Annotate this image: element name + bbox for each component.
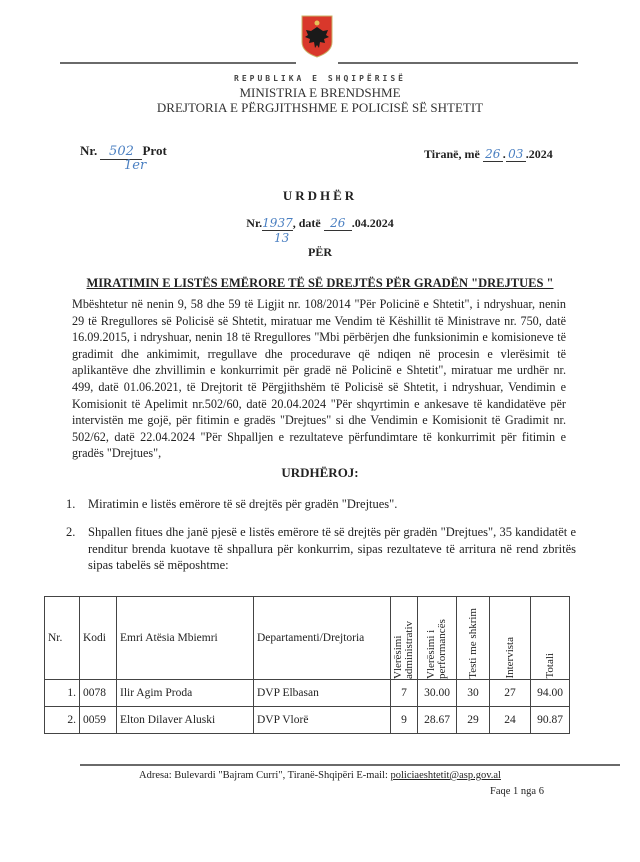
- cell-total: 94.00: [531, 680, 570, 707]
- header-interview-label: Intervista: [503, 637, 516, 679]
- cell-interview: 24: [490, 707, 531, 734]
- cell-performance-eval: 28.67: [418, 707, 457, 734]
- header-performance-eval-label: Vlerësimi i performancës: [425, 619, 448, 679]
- order-item-number: 2.: [66, 525, 76, 539]
- cell-department: DVP Vlorë: [254, 707, 391, 734]
- header-rule-right: [338, 62, 578, 64]
- albanian-eagle-emblem-icon: [300, 14, 334, 58]
- cell-total: 90.87: [531, 707, 570, 734]
- footer-address-text: Adresa: Bulevardi "Bajram Curri", Tiranë-Shqipëri E-mail:: [139, 770, 391, 781]
- protocol-prefix: Nr.: [80, 143, 98, 158]
- order-nr-prefix: Nr.: [246, 216, 263, 230]
- header-interview: [490, 597, 531, 680]
- cell-kodi: 0059: [80, 707, 117, 734]
- ministry-name: MINISTRIA E BRENDSHME: [239, 85, 401, 100]
- cell-kodi: 0078: [80, 680, 117, 707]
- date-year: .2024: [525, 147, 553, 161]
- header-written-test-label: Testi me shkrim: [466, 608, 479, 679]
- header-admin-eval-label: Vlerësimi administrativ: [392, 620, 415, 679]
- order-item-text: Shpallen fitues dhe janë pjesë e listës emërore të së drejtës për gradën "Drejtues", 35 kandidatët e renditur brenda kuotave të shpallura për konkurrim, sipas rezultateve të arritura në rend zbritës sipas tabelës së mëposhtme:: [88, 525, 576, 573]
- cell-name: Elton Dilaver Aluski: [117, 707, 254, 734]
- header-nr: Nr.: [45, 597, 80, 680]
- results-table: [44, 596, 570, 734]
- cell-admin-eval: 9: [391, 707, 418, 734]
- directorate-name: DREJTORIA E PËRGJITHSHME E POLICISË SË SHTETIT: [156, 100, 484, 115]
- order-nr-value: 1937: [262, 216, 293, 230]
- order-item-1: [66, 496, 397, 513]
- order-heading: URDHËR: [282, 188, 358, 203]
- order-item-number: 1.: [66, 497, 76, 511]
- table-row: [45, 707, 570, 734]
- header-total-label: Totali: [543, 653, 556, 679]
- orders-heading: URDHËROJ:: [281, 465, 359, 480]
- table-row: [45, 680, 570, 707]
- header-performance-eval: [418, 597, 457, 680]
- date-day: 26: [483, 147, 503, 162]
- footer-address: [0, 770, 640, 781]
- protocol-suffix: Prot: [142, 143, 167, 158]
- cell-written-test: 29: [457, 707, 490, 734]
- footer-rule: [80, 764, 620, 766]
- header-total: [531, 597, 570, 680]
- cell-written-test: 30: [457, 680, 490, 707]
- cell-nr: 2.: [45, 707, 80, 734]
- header-kodi: Kodi: [80, 597, 117, 680]
- cell-interview: 27: [490, 680, 531, 707]
- order-date-rest: .04.2024: [351, 216, 394, 230]
- cell-department: DVP Elbasan: [254, 680, 391, 707]
- protocol-handwritten-sub: 1er: [124, 158, 147, 173]
- header-written-test: [457, 597, 490, 680]
- header-rule-left: [60, 62, 296, 64]
- date-month: 03: [506, 147, 526, 162]
- footer-email-link[interactable]: policiaeshtetit@asp.gov.al: [390, 770, 501, 781]
- place-prefix: Tiranë, më: [424, 147, 480, 161]
- order-date-day: 26: [324, 216, 352, 231]
- order-per: PËR: [308, 245, 332, 259]
- order-nr-sub: 13: [274, 231, 290, 245]
- header-admin-eval: [391, 597, 418, 680]
- page-number: Faqe 1 nga 6: [490, 786, 544, 797]
- cell-admin-eval: 7: [391, 680, 418, 707]
- header-department: Departamenti/Drejtoria: [254, 597, 391, 680]
- republic-name: REPUBLIKA E SHQIPËRISË: [234, 74, 406, 83]
- order-item-text: Miratimin e listës emërore të së drejtës për gradën "Drejtues".: [88, 497, 398, 511]
- cell-nr: 1.: [45, 680, 80, 707]
- order-item-2: [66, 524, 576, 574]
- order-date-prefix: , datë: [292, 216, 321, 230]
- preamble-paragraph: Mbështetur në nenin 9, 58 dhe 59 të Ligjit nr. 108/2014 "Për Policinë e Shtetit", i ndryshuar, nenin 29 të Rregullores së Policisë së Shtetit, miratuar me Vendim të Këshillit të Ministrave nr. 750, datë 16.09.2015, i ndryshuar, nenin 18 të Rregullores "Mbi përbërjen dhe funksionimin e komisioneve të gradimit dhe ankimimit, rregullave dhe procedurave që ndiqen në procesin e vlerësimit të aplikantëve dhe zhvillimin e konkurrimit për gradë në Policinë e Shtetit", miratuar me urdhër nr. 499, datë 01.06.2021, të Drejtorit të Përgjithshëm të Policisë së Shtetit, i ndryshuar, Vendimin e Komisionit të Apelimit nr.502/60, datë 20.04.2024 "Për shqyrtimin e ankesave të kandidatëve për intervistën me gojë, për fitimin e gradës "Drejtues" si dhe Vendimin e Komisionit të Gradimit nr. 502/62, datë 22.04.2024 "Për Shpalljen e rezultateve përfundimtare të konkurrimit për fitimin e gradës "Drejtues",: [72, 297, 566, 461]
- header-name: Emri Atësia Mbiemri: [117, 597, 254, 680]
- place-date: Tiranë, më 26 . 03 .2024: [424, 147, 553, 161]
- cell-name: Ilir Agim Proda: [117, 680, 254, 707]
- document-title: MIRATIMIN E LISTËS EMËRORE TË SË DREJTËS PËR GRADËN "DREJTUES ": [86, 276, 554, 290]
- cell-performance-eval: 30.00: [418, 680, 457, 707]
- protocol-handwritten-number: 502: [100, 144, 142, 160]
- order-number-date: [0, 216, 640, 231]
- table-header-row: [45, 597, 570, 680]
